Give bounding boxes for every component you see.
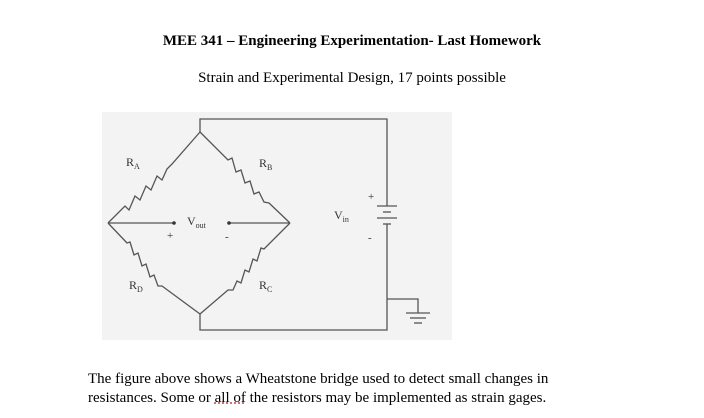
body-line-2-marked: all of: [214, 390, 246, 406]
rd-label: $R_D$: [129, 278, 143, 294]
vout-label: $V_{out}$: [187, 214, 206, 230]
vin-label: $V_{in}$: [334, 208, 349, 224]
rc-label: $R_C$: [259, 278, 273, 294]
figure-background: [102, 112, 452, 340]
ra-label: $R_A$: [126, 155, 140, 171]
vout-minus-terminal: [227, 221, 231, 225]
body-paragraph: [88, 370, 608, 408]
page-subtitle: Strain and Experimental Design, 17 points possible: [198, 70, 506, 86]
body-line-2-start: resistances. Some or: [88, 390, 215, 406]
rb-label: $R_B$: [259, 156, 273, 172]
body-line-2-end: the resistors may be implemented as strain gages.: [245, 390, 547, 406]
body-line-1: The figure above shows a Wheatstone bridge used to detect small changes in: [88, 371, 549, 387]
body-line-2: [88, 389, 608, 408]
vout-plus-sign: +: [167, 230, 174, 242]
circuit-diagram: [102, 112, 452, 340]
wheatstone-bridge-figure: [102, 112, 452, 340]
page-title: MEE 341 – Engineering Experimentation- Last Homework: [162, 33, 542, 49]
vout-plus-terminal: [172, 221, 176, 225]
vin-plus-sign: +: [368, 191, 375, 203]
vin-minus-sign: -: [368, 232, 372, 244]
vout-minus-sign: -: [225, 231, 229, 243]
